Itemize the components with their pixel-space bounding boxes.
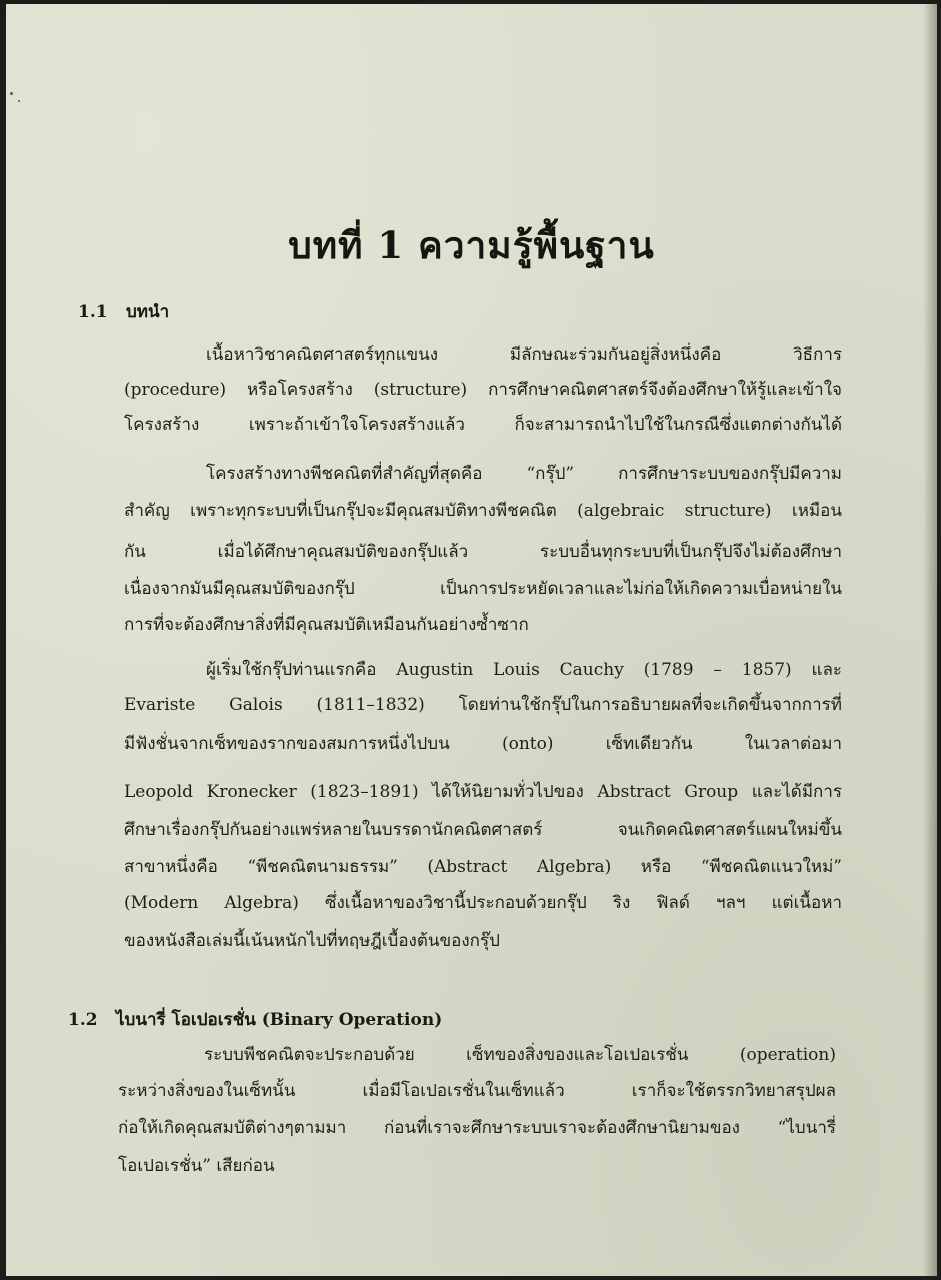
paragraph-line: Leopold Kronecker (1823–1891) ได้ให้นิยามทั่วไปของ Abstract Group และได้มีการ — [124, 782, 842, 802]
section-heading-1-1 — [78, 298, 169, 325]
paragraph-line: ระหว่างสิ่งของในเซ็ทนั้น เมื่อมีโอเปอเรชั่นในเซ็ทแล้ว เราก็จะใช้ตรรกวิทยาสรุปผล — [118, 1081, 836, 1101]
section-title: บทนำ — [126, 302, 170, 322]
paragraph-line: ระบบพีชคณิตจะประกอบด้วย เซ็ทของสิ่งของและโอเปอเรชั่น (operation) — [204, 1045, 836, 1065]
paragraph-line: สาขาหนึ่งคือ “พีชคณิตนามธรรม” (Abstract Algebra) หรือ “พีชคณิตแนวใหม่” — [124, 857, 842, 877]
paragraph-line: มีฟังชั่นจากเซ็ทของรากของสมการหนึ่งไปบน (onto) เซ็ทเดียวกัน ในเวลาต่อมา — [124, 734, 842, 754]
paragraph-line: ก่อให้เกิดคุณสมบัติต่างๆตามมา ก่อนที่เราจะศึกษาระบบเราจะต้องศึกษานิยามของ “ไบนารี่ — [118, 1118, 836, 1138]
paragraph-line: โครงสร้างทางพีชคณิตที่สำคัญที่สุดคือ “กรุ๊ป” การศึกษาระบบของกรุ๊ปมีความ — [206, 464, 842, 484]
section-number: 1.2 — [68, 1010, 98, 1030]
paragraph-line: (procedure) หรือโครงสร้าง (structure) การศึกษาคณิตศาสตร์จึงต้องศึกษาให้รู้และเข้าใจ — [124, 380, 842, 400]
section-title: ไบนารี่ โอเปอเรชั่น (Binary Operation) — [116, 1010, 443, 1030]
paragraph-line: ศึกษาเรื่องกรุ๊ปกันอย่างแพร่หลายในบรรดานักคณิตศาสตร์ จนเกิดคณิตศาสตร์แผนใหม่ขึ้น — [124, 820, 842, 840]
paragraph-line: Evariste Galois (1811–1832) โดยท่านใช้กรุ๊ปในการอธิบายผลที่จะเกิดขึ้นจากการที่ — [124, 695, 842, 715]
paragraph-line: ของหนังสือเล่มนี้เน้นหนักไปที่ทฤษฎีเบื้องต้นของกรุ๊ป — [124, 931, 500, 951]
paragraph-line: โอเปอเรชั่น” เสียก่อน — [118, 1156, 275, 1176]
paragraph-line: ผู้เริ่มใช้กรุ๊ปท่านแรกคือ Augustin Louis Cauchy (1789 – 1857) และ — [206, 660, 842, 680]
paragraph-line: โครงสร้าง เพราะถ้าเข้าใจโครงสร้างแล้ว ก็จะสามารถนำไปใช้ในกรณีซึ่งแตกต่างกันได้ — [124, 415, 842, 435]
paragraph-line: เนื่องจากมันมีคุณสมบัติของกรุ๊ป เป็นการประหยัดเวลาและไม่ก่อให้เกิดความเบื่อหน่ายใน — [124, 579, 842, 599]
page-edge-shadow — [923, 4, 937, 1276]
chapter-title: บทที่ 1 ความรู้พื้นฐาน — [288, 223, 655, 267]
section-number: 1.1 — [78, 302, 108, 322]
paragraph-line: (Modern Algebra) ซึ่งเนื้อหาของวิชานี้ประกอบด้วยกรุ๊ป ริง ฟิลด์ ฯลฯ แต่เนื้อหา — [124, 893, 842, 913]
paragraph-line: เนื้อหาวิชาคณิตศาสตร์ทุกแขนง มีลักษณะร่วมกันอยู่สิ่งหนึ่งคือ วิธีการ — [206, 345, 842, 365]
paragraph-line: กัน เมื่อได้ศึกษาคุณสมบัติของกรุ๊ปแล้ว ระบบอื่นทุกระบบที่เป็นกรุ๊ปจึงไม่ต้องศึกษา — [124, 542, 842, 562]
paragraph-line: สำคัญ เพราะทุกระบบที่เป็นกรุ๊ปจะมีคุณสมบัติทางพีชคณิต (algebraic structure) เหมือน — [124, 501, 842, 521]
paragraph-line: การที่จะต้องศึกษาสิ่งที่มีคุณสมบัติเหมือนกันอย่างซ้ำซาก — [124, 615, 529, 635]
paper-speck — [18, 100, 20, 102]
book-page — [6, 4, 937, 1276]
section-heading-1-2 — [68, 1006, 442, 1033]
paper-speck — [10, 92, 13, 95]
